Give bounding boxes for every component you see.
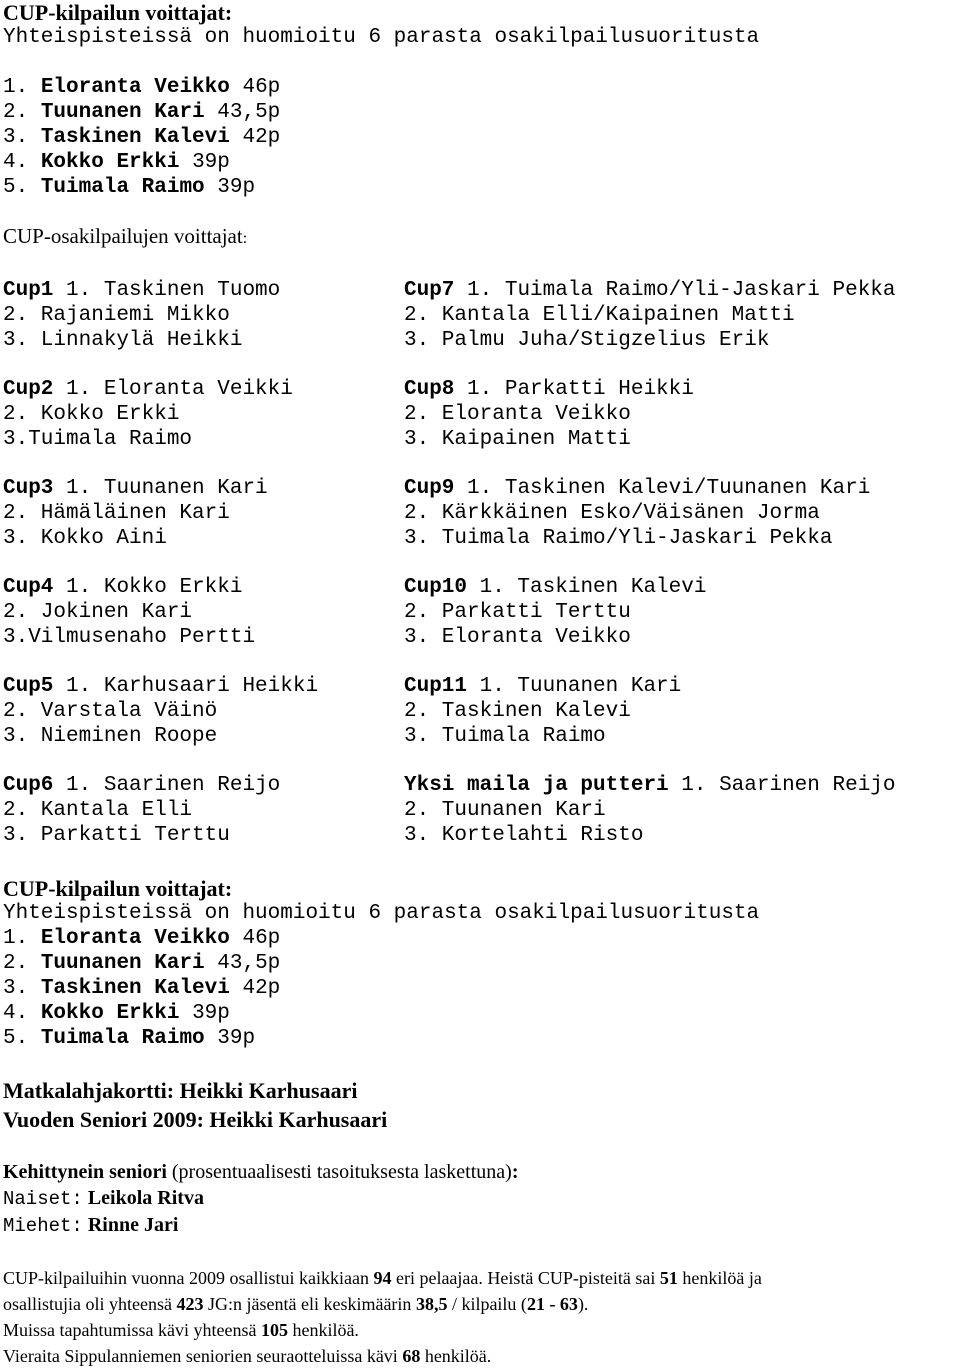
cup-result: 1. Tuunanen Kari (66, 477, 268, 500)
top-winners-section (3, 0, 759, 251)
cup-block (404, 575, 896, 650)
stats-value: 105 (260, 1320, 288, 1340)
cup-name: Cup8 (404, 378, 455, 401)
cup-name: Cup7 (404, 279, 455, 302)
standing-points: 39p (217, 1027, 256, 1050)
cup-block (404, 278, 896, 353)
cup-result: 3. Kaipainen Matti (404, 428, 631, 451)
top-title: CUP-kilpailun voittajat: (3, 0, 233, 25)
stats-value: 423 (176, 1294, 204, 1314)
standing-row (3, 125, 759, 150)
cup-result: 2. Varstala Väinö (3, 700, 218, 723)
standing-row (3, 75, 759, 100)
cup-first-row (404, 278, 896, 303)
cup-result: 1. Saarinen Reijo (681, 774, 896, 797)
cup-result: 1. Saarinen Reijo (66, 774, 281, 797)
standing-rank: 4. (3, 151, 29, 174)
cup-first-row (3, 575, 318, 600)
cup-result: 2. Eloranta Veikko (404, 403, 631, 426)
stats-text: henkilöä. (287, 1320, 359, 1340)
standing-points: 43,5p (217, 952, 281, 975)
cup-block (3, 278, 318, 353)
cup-result: 3. Tuimala Raimo (404, 725, 606, 748)
cup-first-row (404, 377, 896, 402)
cup-result: 1. Parkatti Heikki (467, 378, 694, 401)
stats-value: 94 (373, 1268, 392, 1288)
cup-block (404, 674, 896, 749)
stats-text: JG:n jäsentä eli keskimäärin (203, 1294, 416, 1314)
stats-value: 21 - 63 (526, 1294, 578, 1314)
award-matkalahjakortti: Matkalahjakortti: Heikki Karhusaari (3, 1078, 358, 1103)
cup-first-row (404, 476, 896, 501)
stats-line-1 (3, 1265, 762, 1291)
cup-block (404, 773, 896, 848)
cup-result: 3.Tuimala Raimo (3, 428, 193, 451)
standing-row (3, 100, 759, 125)
cup-result: 1. Kokko Erkki (66, 576, 243, 599)
cup-result: 2. Rajaniemi Mikko (3, 304, 230, 327)
cup-name: Cup2 (3, 378, 54, 401)
cup-name: Cup6 (3, 774, 54, 797)
cup-result: 2. Kantala Elli/Kaipainen Matti (404, 304, 795, 327)
stats-value: 51 (659, 1268, 678, 1288)
standing-points: 42p (242, 126, 281, 149)
cup-block (404, 377, 896, 452)
cup-name: Cup9 (404, 477, 455, 500)
kehittynein-title-bold: Kehittynein seniori (3, 1161, 167, 1183)
stats-value: 68 (402, 1346, 421, 1366)
standing-name: Kokko Erkki (40, 151, 180, 174)
cup-name: Cup4 (3, 576, 54, 599)
miehet-label: Miehet: (3, 1215, 83, 1237)
cup-first-row (404, 773, 896, 798)
cup-result: 2. Kärkkäinen Esko/Väisänen Jorma (404, 502, 820, 525)
sub-title (3, 224, 759, 251)
standing-rank: 1. (3, 927, 29, 950)
cup-result: 2. Tuunanen Kari (404, 799, 606, 822)
stats-text: CUP-kilpailuihin vuonna 2009 osallistui kaikkiaan (3, 1268, 374, 1288)
standing-row (3, 951, 759, 976)
cup-result: 3. Linnakylä Heikki (3, 329, 243, 352)
cup-result: 3.Vilmusenaho Pertti (3, 626, 256, 649)
cup-result: 3. Kokko Aini (3, 527, 167, 550)
cup-first-row (3, 476, 318, 501)
sub-title-colon: : (242, 230, 248, 247)
standing-rank: 2. (3, 952, 29, 975)
cup-name: Yksi maila ja putteri (404, 774, 669, 797)
standing-name: Eloranta Veikko (40, 76, 230, 99)
cup-name: Cup3 (3, 477, 54, 500)
cup-result: 2. Hämäläinen Kari (3, 502, 230, 525)
standing-rank: 2. (3, 101, 29, 124)
standing-name: Eloranta Veikko (40, 927, 230, 950)
cup-block (3, 476, 318, 551)
standing-row (3, 175, 759, 200)
standing-name: Kokko Erkki (40, 1002, 180, 1025)
standing-name: Tuunanen Kari (40, 952, 205, 975)
bottom-winners-section (3, 876, 759, 1051)
stats-text: Vieraita Sippulanniemen seniorien seuraotteluissa kävi (3, 1346, 403, 1366)
standing-name: Tuimala Raimo (40, 176, 205, 199)
standing-points: 42p (242, 977, 281, 1000)
stats-value: 38,5 (415, 1294, 448, 1314)
kehittynein-title-colon: : (511, 1161, 519, 1183)
cup-name: Cup11 (404, 675, 468, 698)
cups-right-column (404, 278, 896, 872)
cup-result: 1. Tuimala Raimo/Yli-Jaskari Pekka (467, 279, 896, 302)
cup-first-row (3, 278, 318, 303)
cup-result: 2. Taskinen Kalevi (404, 700, 631, 723)
kehittynein-title (3, 1159, 518, 1185)
standing-row (3, 976, 759, 1001)
stats-text: henkilöä. (420, 1346, 492, 1366)
cup-first-row (3, 377, 318, 402)
stats-text: eri pelaajaa. Heistä CUP-pisteitä sai (391, 1268, 660, 1288)
cup-result: 1. Taskinen Tuomo (66, 279, 281, 302)
standing-points: 39p (192, 1002, 230, 1025)
standing-points: 46p (242, 927, 281, 950)
standing-rank: 1. (3, 76, 29, 99)
miehet-row (3, 1212, 518, 1239)
cup-result: 3. Tuimala Raimo/Yli-Jaskari Pekka (404, 527, 833, 550)
standing-rank: 5. (3, 176, 29, 199)
cup-result: 1. Taskinen Kalevi (479, 576, 707, 599)
sub-title-text: CUP-osakilpailujen voittajat (3, 224, 243, 248)
stats-text: ). (577, 1294, 589, 1314)
cup-first-row (404, 674, 896, 699)
standing-row (3, 1001, 759, 1026)
top-note: Yhteispisteissä on huomioitu 6 parasta osakilpailusuoritusta (3, 26, 760, 49)
standing-name: Taskinen Kalevi (40, 126, 230, 149)
stats-text: henkilöä ja (677, 1268, 762, 1288)
standing-rank: 5. (3, 1027, 29, 1050)
standing-row (3, 150, 759, 175)
cup-name: Cup5 (3, 675, 54, 698)
stats-line-4 (3, 1343, 762, 1369)
kehittynein-section (3, 1159, 518, 1239)
standing-name: Tuimala Raimo (40, 1027, 205, 1050)
cup-first-row (404, 575, 896, 600)
cup-block (3, 575, 318, 650)
cup-result: 1. Taskinen Kalevi/Tuunanen Kari (467, 477, 871, 500)
standing-rank: 3. (3, 126, 29, 149)
cup-first-row (3, 674, 318, 699)
cup-result: 1. Eloranta Veikki (66, 378, 293, 401)
standing-name: Taskinen Kalevi (40, 977, 230, 1000)
miehet-name: Rinne Jari (87, 1214, 179, 1236)
standing-name: Tuunanen Kari (40, 101, 205, 124)
kehittynein-title-rest: (prosentuaalisesti tasoituksesta laskettuna) (166, 1161, 512, 1183)
cup-first-row (3, 773, 318, 798)
standing-rank: 4. (3, 1002, 29, 1025)
cup-block (3, 674, 318, 749)
cup-result: 3. Kortelahti Risto (404, 824, 644, 847)
standing-row (3, 1026, 759, 1051)
standing-points: 39p (192, 151, 230, 174)
standing-rank: 3. (3, 977, 29, 1000)
stats-section (3, 1265, 762, 1369)
awards-section (3, 1078, 387, 1132)
standing-points: 46p (242, 76, 281, 99)
cup-result: 1. Karhusaari Heikki (66, 675, 319, 698)
cups-left-column (3, 278, 318, 872)
award-vuoden-seniori: Vuoden Seniori 2009: Heikki Karhusaari (3, 1107, 388, 1132)
cup-result: 2. Kokko Erkki (3, 403, 180, 426)
stats-line-2 (3, 1291, 762, 1317)
stats-line-3 (3, 1317, 762, 1343)
stats-text: osallistujia oli yhteensä (3, 1294, 177, 1314)
naiset-label: Naiset: (3, 1188, 83, 1210)
naiset-row (3, 1185, 518, 1212)
cup-result: 3. Eloranta Veikko (404, 626, 631, 649)
cup-block (3, 773, 318, 848)
standing-points: 43,5p (217, 101, 281, 124)
cup-result: 3. Nieminen Roope (3, 725, 218, 748)
cup-result: 2. Parkatti Terttu (404, 601, 631, 624)
naiset-name: Leikola Ritva (87, 1187, 204, 1209)
bottom-title: CUP-kilpailun voittajat: (3, 876, 233, 901)
bottom-standings-list (3, 926, 759, 1051)
bottom-note: Yhteispisteissä on huomioitu 6 parasta osakilpailusuoritusta (3, 902, 760, 925)
stats-text: Muissa tapahtumissa kävi yhteensä (3, 1320, 261, 1340)
cup-result: 2. Jokinen Kari (3, 601, 193, 624)
top-standings-list (3, 75, 759, 200)
cup-result: 2. Kantala Elli (3, 799, 193, 822)
cup-result: 3. Palmu Juha/Stigzelius Erik (404, 329, 770, 352)
cup-name: Cup1 (3, 279, 54, 302)
cup-block (3, 377, 318, 452)
standing-row (3, 926, 759, 951)
standing-points: 39p (217, 176, 256, 199)
stats-text: / kilpailu ( (447, 1294, 527, 1314)
cup-result: 1. Tuunanen Kari (479, 675, 682, 698)
cup-name: Cup10 (404, 576, 468, 599)
cup-result: 3. Parkatti Terttu (3, 824, 230, 847)
cup-block (404, 476, 896, 551)
